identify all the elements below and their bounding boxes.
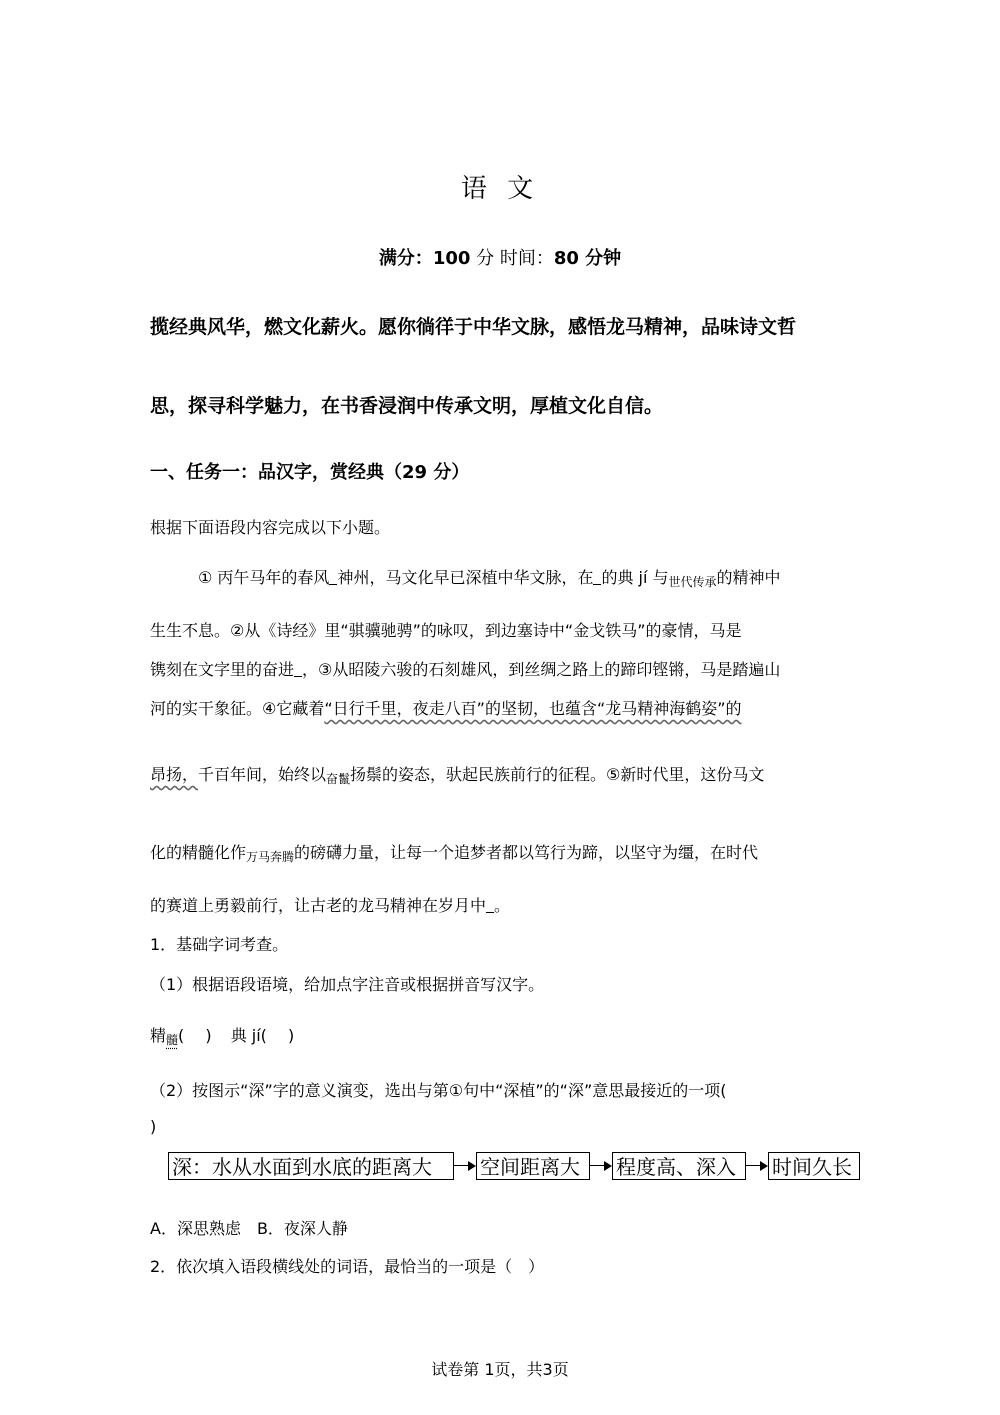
question-1-part-2: （2）按图示“深”字的意义演变，选出与第①句中“深植”的“深”意思最接近的一项(: [150, 1081, 727, 1100]
fill-a-dotted-char: 髓: [166, 1033, 179, 1047]
arrow-right-icon: [746, 1152, 768, 1180]
passage-small-text: 奋鬣: [326, 772, 351, 786]
section-1-heading: 一、任务一：品汉字，赏经典（29 分）: [150, 462, 470, 483]
passage-text: 神州，马文化早已深植中华文脉，在: [337, 568, 594, 587]
passage-line-1: [198, 565, 781, 590]
passage-text: ① 丙午马年的春风: [198, 568, 330, 587]
fill-a-text: 精: [150, 1026, 167, 1045]
time-label: 时间：: [499, 248, 554, 269]
intro-line-1: 揽经典风华，燃文化薪火。愿你徜徉于中华文脉，感悟龙马精神，品味诗文哲: [150, 316, 797, 338]
score-label: 满分：: [378, 248, 433, 269]
passage-text: 扬鬃的姿态，驮起民族前行的征程。⑤新时代里，这份马文: [350, 765, 765, 784]
passage-small-text: 万马奔腾: [246, 850, 295, 864]
score-unit: 分: [476, 248, 495, 269]
passage-text: 的典 jí 与: [601, 568, 669, 587]
passage-text: 的精神中: [716, 568, 781, 587]
passage-text: 的磅礴力量，让每一个追梦者都以笃行为蹄，以坚守为缰，在时代: [294, 843, 759, 862]
arrow-right-icon: [590, 1152, 612, 1180]
question-2-title: 2．依次填入语段横线处的词语，最恰当的一项是（ ）: [150, 1257, 545, 1276]
score-time-line: [0, 244, 1000, 270]
time-value: 80 分钟: [553, 248, 622, 269]
passage-line-2: 生生不息。②从《诗经》里“骐骥驰骋”的咏叹，到边塞诗中“金戈铁马”的豪情，马是: [150, 621, 742, 640]
passage-text: 。: [494, 896, 511, 915]
fill-a-paren[interactable]: ( ): [178, 1026, 212, 1045]
flow-box: 程度高、深入: [612, 1152, 746, 1180]
meaning-flow-diagram: [168, 1151, 860, 1181]
passage-text: 镌刻在文字里的奋进: [150, 660, 295, 679]
passage-text: 的赛道上勇毅前行，让古老的龙马精神在岁月中: [150, 896, 487, 915]
intro-line-2: 思，探寻科学魅力，在书香浸润中传承文明，厚植文化自信。: [150, 395, 664, 417]
passage-line-6: [150, 840, 758, 865]
fill-blank: [486, 898, 494, 913]
score-value: 100: [432, 248, 471, 269]
question-1-title: 1．基础字词考查。: [150, 935, 289, 954]
fill-b-text[interactable]: 典 jí( ): [230, 1026, 295, 1045]
passage-wavy-text: 昂扬，: [150, 765, 199, 784]
question-1-fill-line: [150, 1023, 294, 1048]
arrow-right-icon: [454, 1152, 476, 1180]
passage-text: 化的精髓化作: [150, 843, 247, 862]
passage-line-7: [150, 893, 510, 916]
question-1-part-1: （1）根据语段语境，给加点字注音或根据拼音写汉字。: [150, 975, 545, 994]
passage-text: ，③从昭陵六骏的石刻雄风，到丝绸之路上的蹄印铿锵，马是踏遍山: [302, 660, 781, 679]
passage-text: 河的实干象征。④它藏着: [150, 699, 325, 718]
question-1-part-2-end: ): [150, 1117, 157, 1136]
fill-blank: [294, 662, 302, 677]
flow-box: 空间距离大: [476, 1152, 590, 1180]
answer-options[interactable]: A．深思熟虑 B．夜深人静: [150, 1219, 348, 1238]
passage-line-5: [150, 762, 764, 787]
passage-text: 千百年间，始终以: [198, 765, 327, 784]
page-footer: 试卷第 1页，共3页: [431, 1360, 569, 1379]
instruction-text: 根据下面语段内容完成以下小题。: [150, 518, 391, 537]
passage-small-text: 世代传承: [668, 575, 717, 589]
passage-wavy-text: “日行千里，夜走八百”的坚韧，也蕴含“龙马精神海鹤姿”的: [324, 699, 742, 718]
flow-box: 时间久长: [768, 1152, 860, 1180]
flow-box: 深：水从水面到水底的距离大: [168, 1152, 454, 1180]
page-title: 语 文: [460, 174, 540, 204]
passage-line-3: [150, 657, 780, 680]
passage-line-4: [150, 696, 742, 719]
